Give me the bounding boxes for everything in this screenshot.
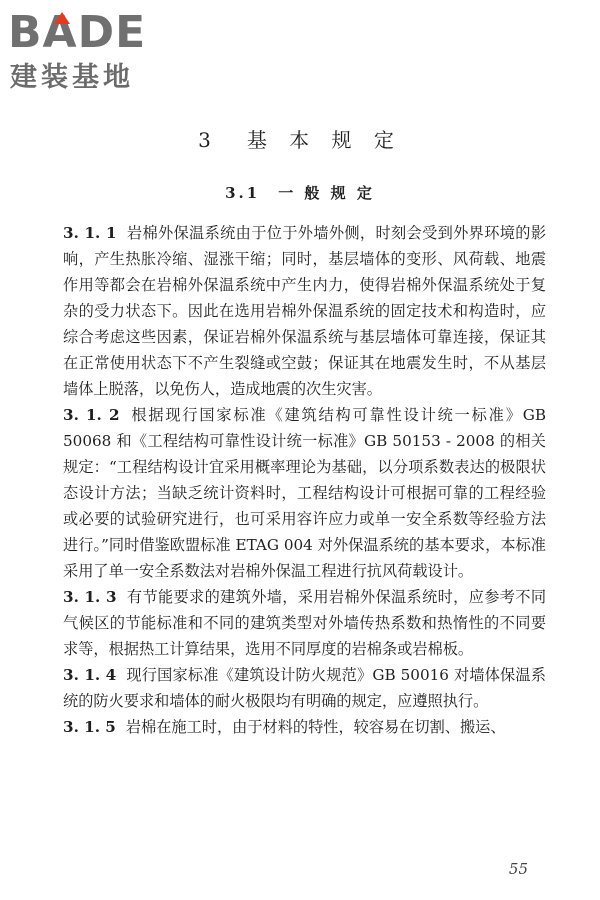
clause-text: 根据现行国家标准《建筑结构可靠性设计统一标准》GB 50068 和《工程结构可靠性设计统一标准》GB 50153 - 2008 的相关规定：“工程结构设计宜采用概率理论为基础，以分项系数表达的极限状态设计方法；当缺乏统计资料时，工程结构设计可根据可靠的工程经验或必要的试验研究进行，也可采用容许应力或单一安全系数等经验方法进行。”同时借鉴欧盟标准 ETAG 004 对外保温系统的基本要求，本标准采用了单一安全系数法对岩棉外保温工程进行抗风荷载设计。	[63, 406, 546, 580]
logo-accent-triangle	[54, 12, 70, 24]
section-title: 3.1 一 般 规 定	[225, 184, 375, 202]
clause-3-1-1	[63, 220, 546, 402]
clause-text: 现行国家标准《建筑设计防火规范》GB 50016 对墙体保温系统的防火要求和墙体的耐火极限均有明确的规定，应遵照执行。	[63, 666, 546, 710]
page-number: 55	[508, 860, 528, 878]
bade-logo	[8, 8, 173, 96]
clause-3-1-2	[63, 402, 546, 584]
clause-number: 3. 1. 2	[63, 406, 120, 424]
clause-number: 3. 1. 4	[63, 666, 117, 684]
clause-3-1-4	[63, 662, 546, 714]
clause-3-1-3	[63, 584, 546, 662]
logo-wordmark: BADE	[8, 7, 147, 58]
clause-number: 3. 1. 5	[63, 718, 116, 736]
clause-text: 岩棉在施工时，由于材料的特性，较容易在切割、搬运、	[125, 718, 506, 736]
clause-number: 3. 1. 1	[63, 224, 117, 242]
chapter-title: 3 基 本 规 定	[198, 128, 402, 152]
logo-subtitle: 建装基地	[10, 62, 134, 93]
clause-text: 有节能要求的建筑外墙，采用岩棉外保温系统时，应参考不同气候区的节能标准和不同的建筑类型对外墙传热系数和热惰性的不同要求等，根据热工计算结果，选用不同厚度的岩棉条或岩棉板。	[63, 588, 547, 658]
clause-3-1-5	[63, 714, 546, 740]
clause-text: 岩棉外保温系统由于位于外墙外侧，时刻会受到外界环境的影响，产生热胀冷缩、湿涨干缩；同时，基层墙体的变形、风荷载、地震作用等都会在岩棉外保温系统中产生内力，使得岩棉外保温系统处于复杂的受力状态下。因此在选用岩棉外保温系统的固定技术和构造时，应综合考虑这些因素，保证岩棉外保温系统与基层墙体可靠连接，保证其在正常使用状态下不产生裂缝或空鼓；保证其在地震发生时，不从基层墙体上脱落，以免伤人，造成地震的次生灾害。	[63, 224, 547, 398]
document-body	[63, 220, 546, 740]
clause-number: 3. 1. 3	[63, 588, 117, 606]
